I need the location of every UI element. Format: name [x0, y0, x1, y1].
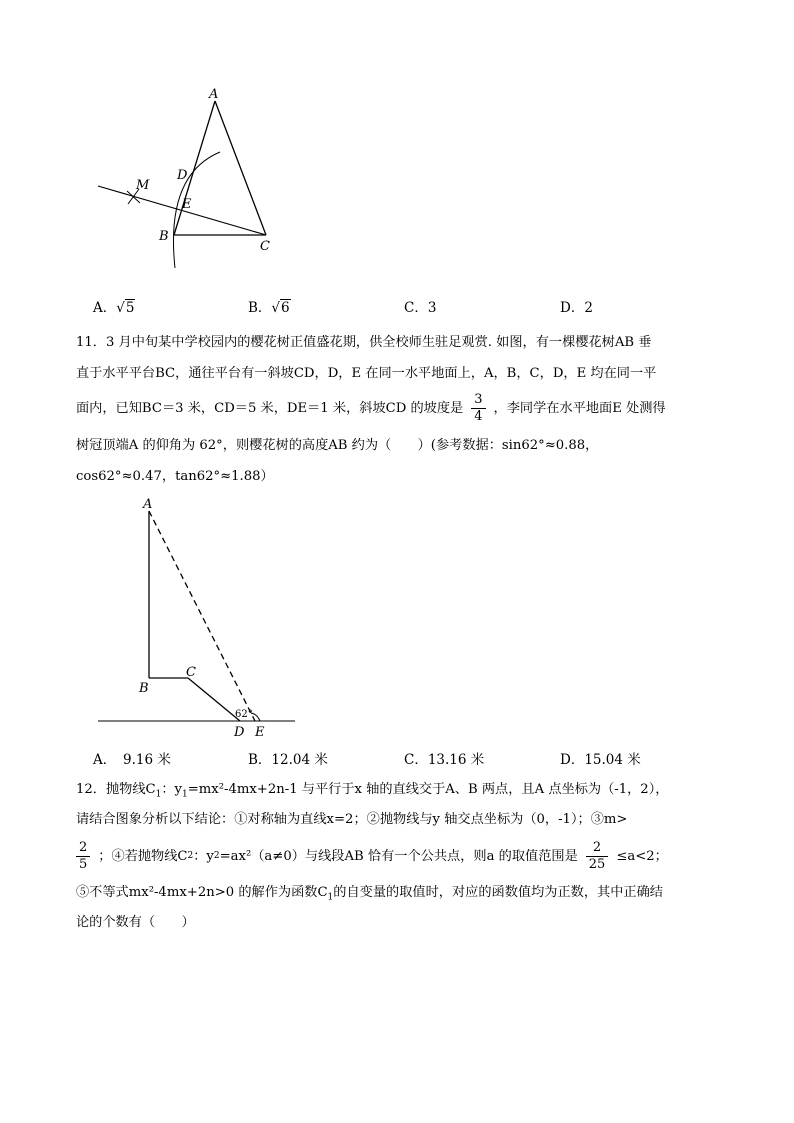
q10-option-c[interactable]: C．3: [404, 300, 437, 316]
q11-option-b[interactable]: B．12.04 米: [248, 752, 328, 768]
q10-option-a[interactable]: [93, 296, 135, 316]
label-b: B: [139, 681, 149, 696]
q10-option-d[interactable]: D．2: [560, 300, 593, 316]
segment-ac: [215, 101, 266, 235]
label-e: E: [255, 725, 265, 740]
q11-option-d[interactable]: D．15.04 米: [560, 752, 641, 768]
q12-line-5: 论的个数有（ ）: [76, 915, 195, 930]
option-label: A．: [93, 300, 117, 316]
label-m: M: [136, 178, 150, 193]
fraction-two-fifths: $\frac{2}{5}$: [76, 840, 90, 873]
q12-line-4: ⑤不等式mx²-4mx+2n>0 的解作为函数$C_1$的自变量的取值时，对应的函数值均为正数，其中正确结: [76, 885, 663, 903]
angle-label: 62°: [235, 709, 253, 720]
q11-line-4: 树冠顶端A 的仰角为 62°，则樱花树的高度AB 约为（ ）(参考数据：sin62°≈0.88，: [76, 438, 599, 453]
q11-option-a[interactable]: A． 9.16 米: [93, 752, 171, 768]
q11-line-3: 面内，已知BC＝3 米，CD＝5 米，DE＝1 米，斜坡CD 的坡度是 $\frac{3}{4}$ ，李同学在水平地面E 处测得: [76, 391, 666, 424]
label-b: B: [159, 229, 169, 244]
option-label: B．: [248, 300, 272, 316]
q12-line-3: $\frac{2}{5}$ ；④若抛物线C 2 ：y 2 =ax²（a≠0）与线段AB 恰有一个公共点，则a 的取值范围是 $\frac{2}{25}$ ≤a<2；: [76, 838, 668, 874]
sqrt-expression: √6: [271, 300, 290, 316]
label-e: E: [182, 197, 192, 212]
q12-line-1: 12．抛物线$C_1$：$y_1=mx^2-4mx+2n-1$ 与平行于x 轴的直线交于A、B 两点，且A 点坐标为（-1，2），: [76, 782, 669, 800]
fraction-two-twentyfifths: $\frac{2}{25}$: [586, 840, 609, 873]
label-a: A: [143, 497, 153, 512]
q11-line-5: cos62°≈0.47，tan62°≈1.88）: [76, 469, 274, 484]
label-c: C: [260, 239, 270, 254]
figure-triangle-construction: [90, 85, 290, 275]
label-c: C: [186, 665, 196, 680]
label-a: A: [209, 87, 219, 102]
q11-option-c[interactable]: C．13.16 米: [404, 752, 485, 768]
q12-line-2: 请结合图象分析以下结论：①对称轴为直线x=2；②抛物线与y 轴交点坐标为（0，-1）；③m>: [76, 812, 628, 827]
label-d: D: [177, 168, 188, 183]
label-d: D: [234, 725, 245, 740]
q11-line-2: 直于水平平台BC，通往平台有一斜坡CD，D，E 在同一水平地面上，A，B，C，D，E 均在同一平: [76, 366, 657, 381]
slope-fraction: $\frac{3}{4}$: [471, 392, 485, 425]
segment-cd: [188, 678, 240, 721]
figure-cherry-tree: [95, 495, 305, 740]
sqrt-expression: √5: [116, 300, 135, 316]
q10-option-b[interactable]: [248, 296, 291, 316]
q11-line-1: 11．3 月中旬某中学校园内的樱花树正值盛花期，供全校师生驻足观赏. 如图，有一棵樱花树AB 垂: [76, 335, 652, 350]
